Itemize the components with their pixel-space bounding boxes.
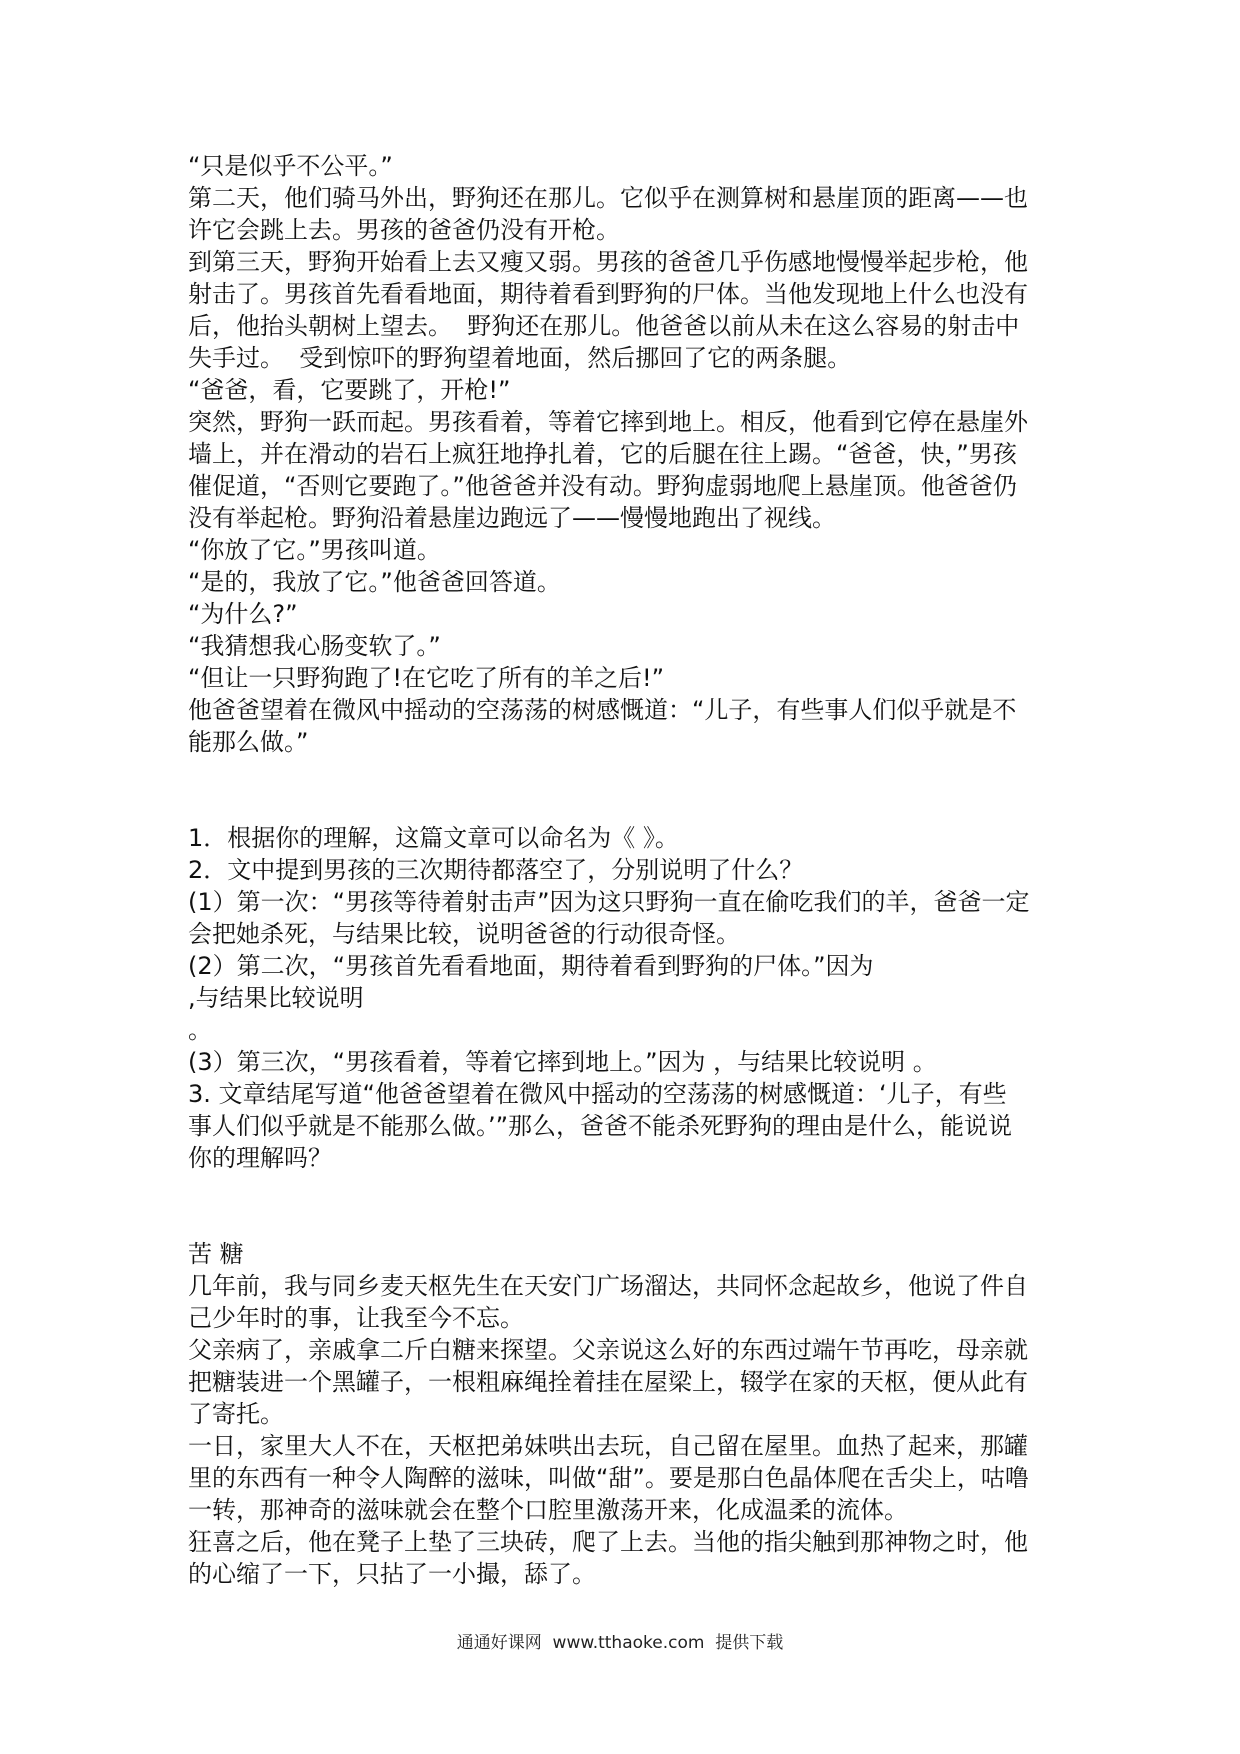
text-line <box>188 1206 1060 1238</box>
text-line: 突然，野狗一跃而起。男孩看着，等着它摔到地上。相反，他看到它停在悬崖外 <box>188 408 1028 436</box>
text-line: 墙上，并在滑动的岩石上疯狂地挣扎着，它的后腿在往上踢。“爸爸，快，”男孩 <box>188 440 1017 468</box>
text-line: “我猜想我心肠变软了。” <box>188 632 441 660</box>
text-line: 后，他抬头朝树上望去。 野狗还在那儿。他爸爸以前从未在这么容易的射击中 <box>188 312 1020 340</box>
text-line: “你放了它。”男孩叫道。 <box>188 536 441 564</box>
text-line: 己少年时的事，让我至今不忘。 <box>188 1304 524 1332</box>
text-line: “为什么?” <box>188 600 298 628</box>
text-line: 会把她杀死，与结果比较，说明爸爸的行动很奇怪。 <box>188 920 740 948</box>
text-line: 苦 糖 <box>188 1240 244 1268</box>
text-line: 3. 文章结尾写道“他爸爸望着在微风中摇动的空荡荡的树感慨道：‘儿子，有些 <box>188 1080 1007 1108</box>
text-line: 狂喜之后，他在凳子上垫了三块砖，爬了上去。当他的指尖触到那神物之时，他 <box>188 1528 1028 1556</box>
text-line: 了寄托。 <box>188 1400 284 1428</box>
text-line <box>188 1174 1060 1206</box>
text-line <box>188 790 1060 822</box>
document-body <box>188 150 1060 1590</box>
text-line: 里的东西有一种令人陶醉的滋味，叫做“甜”。要是那白色晶体爬在舌尖上，咕噜 <box>188 1464 1029 1492</box>
text-line: “但让一只野狗跑了!在它吃了所有的羊之后!” <box>188 664 665 692</box>
text-line: 。 <box>188 1016 212 1044</box>
text-line: 2．文中提到男孩的三次期待都落空了，分别说明了什么？ <box>188 856 804 884</box>
text-line: “只是似乎不公平。” <box>188 152 393 180</box>
text-line: 到第三天，野狗开始看上去又瘦又弱。男孩的爸爸几乎伤感地慢慢举起步枪，他 <box>188 248 1028 276</box>
text-line <box>188 758 1060 790</box>
text-line: (3）第三次，“男孩看着，等着它摔到地上。”因为 ，与结果比较说明 。 <box>188 1048 937 1076</box>
text-line: 能那么做。” <box>188 728 309 756</box>
text-line: 许它会跳上去。男孩的爸爸仍没有开枪。 <box>188 216 620 244</box>
text-line: 1．根据你的理解，这篇文章可以命名为《 》。 <box>188 824 679 852</box>
text-line: (1）第一次：“男孩等待着射击声”因为这只野狗一直在偷吃我们的羊，爸爸一定 <box>188 888 1030 916</box>
text-line: 催促道，“否则它要跑了。”他爸爸并没有动。野狗虚弱地爬上悬崖顶。他爸爸仍 <box>188 472 1017 500</box>
text-line: “爸爸，看，它要跳了，开枪!” <box>188 376 511 404</box>
text-line: 父亲病了，亲戚拿二斤白糖来探望。父亲说这么好的东西过端午节再吃，母亲就 <box>188 1336 1028 1364</box>
text-line: 射击了。男孩首先看看地面，期待着看到野狗的尸体。当他发现地上什么也没有 <box>188 280 1028 308</box>
text-line: 事人们似乎就是不能那么做。’”那么，爸爸不能杀死野狗的理由是什么，能说说 <box>188 1112 1013 1140</box>
text-line: 一日，家里大人不在，天枢把弟妹哄出去玩，自己留在屋里。血热了起来，那罐 <box>188 1432 1028 1460</box>
text-line: (2）第二次，“男孩首先看看地面，期待着看到野狗的尸体。”因为 <box>188 952 874 980</box>
text-line: 一转，那神奇的滋味就会在整个口腔里激荡开来，化成温柔的流体。 <box>188 1496 908 1524</box>
text-line: 没有举起枪。野狗沿着悬崖边跑远了——慢慢地跑出了视线。 <box>188 504 836 532</box>
text-line: “是的，我放了它。”他爸爸回答道。 <box>188 568 561 596</box>
text-line: ,与结果比较说明 <box>188 984 364 1012</box>
page-footer: 通通好课网 www.tthaoke.com 提供下载 <box>456 1633 784 1653</box>
text-line: 几年前，我与同乡麦天枢先生在天安门广场溜达，共同怀念起故乡，他说了件自 <box>188 1272 1028 1300</box>
text-line: 第二天，他们骑马外出，野狗还在那儿。它似乎在测算树和悬崖顶的距离——也 <box>188 184 1028 212</box>
text-line: 失手过。 受到惊吓的野狗望着地面，然后挪回了它的两条腿。 <box>188 344 852 372</box>
text-line: 他爸爸望着在微风中摇动的空荡荡的树感慨道：“儿子，有些事人们似乎就是不 <box>188 696 1017 724</box>
text-line: 的心缩了一下，只拈了一小撮，舔了。 <box>188 1560 596 1588</box>
text-line: 把糖装进一个黑罐子，一根粗麻绳拴着挂在屋梁上，辍学在家的天枢，便从此有 <box>188 1368 1028 1396</box>
text-line: 你的理解吗？ <box>188 1144 332 1172</box>
